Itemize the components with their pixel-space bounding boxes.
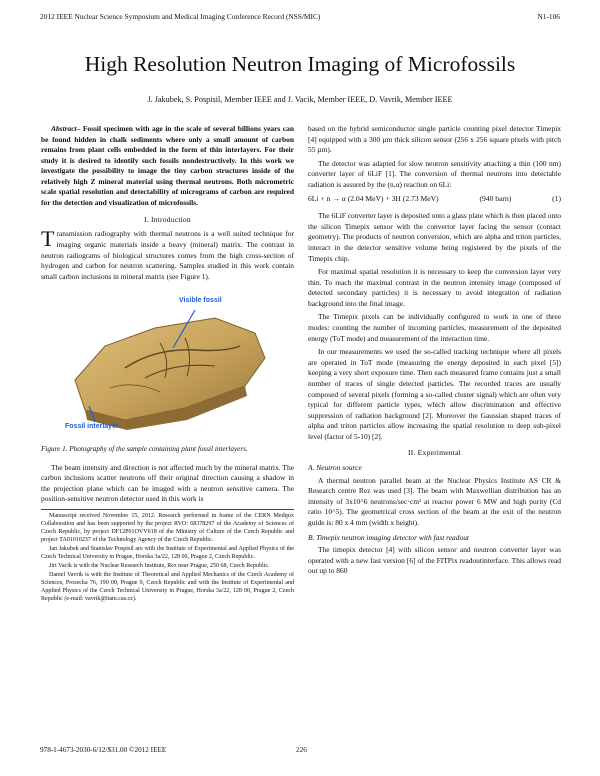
footnote: Daniel Vavrik is with the Institute of Theoretical and Applied Mechanics of the Czech Academy of Sciences, Prosecka 76, 190 00, Prague 9, Czech Republic and with the Institute of Experimental and Applied Physics of the Czech Technical University in Prague, Horska 3a/22, 128 00, Prague 2, Czech Republic (e-mail: vavrik@itam.cas.cz).: [41, 571, 294, 602]
paragraph: For maximal spatial resolution it is necessary to keep the conversion layer very thin. To reach the maximal contrast in the neutron intensity image (composed of detected secondary particles) it is necessary to avoid integration of radiation background into the final image.: [308, 267, 561, 308]
right-column: [308, 124, 561, 580]
footnotes: [41, 509, 294, 604]
abstract-text: – Fossil specimen with age in the scale of several billions years can be found hidden in chalk sediments where only a small amount of carbon remains from plant cells embedded in the form of thin interlayers. For their study it is desired to identify such fossils nondestructively. In this work we investigate the possibility to image the tiny carbon structures inside of the relatively high Z mineral material using thermal neutrons. Both micrometric scale spatial resolution and detectability of micrograms of carbon are required for the detection and visualization of microfossils.: [41, 124, 294, 208]
section-heading-introduction: I. Introduction: [144, 214, 191, 224]
paragraph: The 6LiF converter layer is deposited onto a glass plate which is then placed onto the silicon Timepix sensor with the convertor layer facing the sensor (contact geometry). The products of neutron conversion, which are alpha and triton particles, interact in the detector sensitive volume being registered by the pixels of the Timepix chip.: [308, 211, 561, 263]
abstract: [41, 124, 294, 209]
isbn-copyright: 978-1-4673-2030-6/12/$31.00 ©2012 IEEE: [40, 746, 167, 754]
left-column: [41, 124, 294, 604]
intro-text: ransmission radiography with thermal neutrons is a well suited technique for imaging organic materials inside a heavy (mineral) matrix. The contrast in neutron radiograms of biological structures comes from the high cross-section of hydrogen and carbon for neutron scattering. Samples studied in this work contain small carbon inclusions in mineral matrix (see Figure 1).: [41, 229, 294, 281]
figure-fossil-photo: [65, 288, 271, 438]
paragraph: The Timepix pixels can be individually configured to work in one of three modes: counting the number of incoming particles, measurement of the deposited energy (ToT mode) and measurement of the interaction time.: [308, 312, 561, 343]
paragraph: based on the hybrid semiconductor single particle counting pixel detector Timepix [4] equipped with a 300 µm thick silicon sensor (256 x 256 square pixels with pitch 55 µm).: [308, 124, 561, 155]
drop-cap: T: [41, 226, 55, 252]
paragraph: In our measurements we used the so-called tracking technique where all pixels are operated in ToT mode (measuring the energy deposited in each pixel [5]) keeping a very short exposure time. Then each measured frame contains just a small number of traces of single detected particles. The recorded traces are usually composed of several pixels (forming a so-called cluster signal) which are often very typical for different particle types, which allow discrimination and effective suppression of radiation background [2]. Moreover the Gaussian shaped traces of alpha and triton particles allow increasing the spatial resolution to deep sub-pixel level (factor of 5-10) [2].: [308, 347, 561, 441]
paper-title: High Resolution Neutron Imaging of Microfossils: [84, 52, 516, 76]
footnote: Jan Jakubek and Stanislav Pospisil are with the Institute of Experimental and Applied Physics of the Czech Technical University in Prague, Horska 3a/22, 128 00, Prague 2, Czech Republic.: [41, 545, 294, 560]
conference-name: 2012 IEEE Nuclear Science Symposium and Medical Imaging Conference Record (NSS/MIC): [40, 12, 321, 21]
author-list: J. Jakubek, S. Pospisil, Member IEEE and J. Vacik, Member IEEE, D. Vavrik, Member IEEE: [147, 95, 453, 104]
equation-reaction: 6Li + n → α (2.04 MeV) + 3H (2.73 MeV): [308, 194, 439, 204]
paragraph: The timepix detector [4] with silicon sensor and neutron converter layer was operated with a new fast version [6] of the FITPix readoutinterface. This allows read out up to 860: [308, 545, 561, 576]
label-fossil-interlayer: Fossil interlayer: [65, 423, 119, 431]
fossil-rock-image: [65, 288, 271, 438]
footnote: Jiri Vacik is with the Nuclear Research Institute, Rez near Prague, 250 68, Czech Republic.: [49, 562, 270, 569]
footnote: Manuscript received November 15, 2012. Research performed in frame of the CERN Medipix Collaboration and has been supported by the project RVO: 68378297 of the Academy of Sciences of Czech Republic, by project DF12P01OVV018 of the Ministry of Culture of the Czech Republic and project TA01010237 of the Technology Agency of the Czech Republic.: [41, 512, 294, 543]
paragraph: A thermal neutron parallel beam at the Nuclear Physics Institute AS CR & Research centre Rez was used [3]. The beam with Maxwellian distribution has an intensity of 3x10^6 neutrons/sec·cm² at reactor power 6 MW and high purity (Cd ratio 10^5). The geometrical cross section of the beam at the exit of the neutron guide is: 80 x 4 mm (width x height).: [308, 475, 561, 528]
abstract-label: Abstract: [51, 124, 77, 133]
intro-paragraph: [41, 226, 294, 282]
subsection-heading-neutron-source: A. Neutron source: [308, 463, 362, 473]
paragraph: The detector was adapted for slow neutron sensitivity attaching a thin (100 nm) converter layer of 6LiF [1]. The conversion of thermal neutrons into detectable radiation is assured by the (n,α) reaction on 6Li:: [308, 158, 561, 189]
page-number: 226: [296, 746, 307, 754]
label-visible-fossil: Visible fossil: [179, 297, 222, 305]
subsection-heading-timepix: B. Timepix neutron imaging detector with fast readout: [308, 532, 469, 542]
equation-number: (1): [552, 194, 561, 204]
figure-caption: Figure 1. Photography of the sample containing plant fossil interlayers.: [41, 445, 248, 454]
section-heading-experimental: II. Experimental: [408, 448, 461, 458]
paper-id: N1-106: [537, 12, 560, 21]
intro-paragraph-2: The beam intensity and direction is not affected much by the mineral matrix. The carbon inclusions scatter neutrons off their original direction causing a shadow in the projection plane which can be imaged with a neutron sensitive camera. The position-sensitive neutron detector used in this work is: [41, 462, 294, 504]
equation-1: [308, 194, 561, 205]
equation-cross-section: (940 barn): [479, 194, 512, 204]
